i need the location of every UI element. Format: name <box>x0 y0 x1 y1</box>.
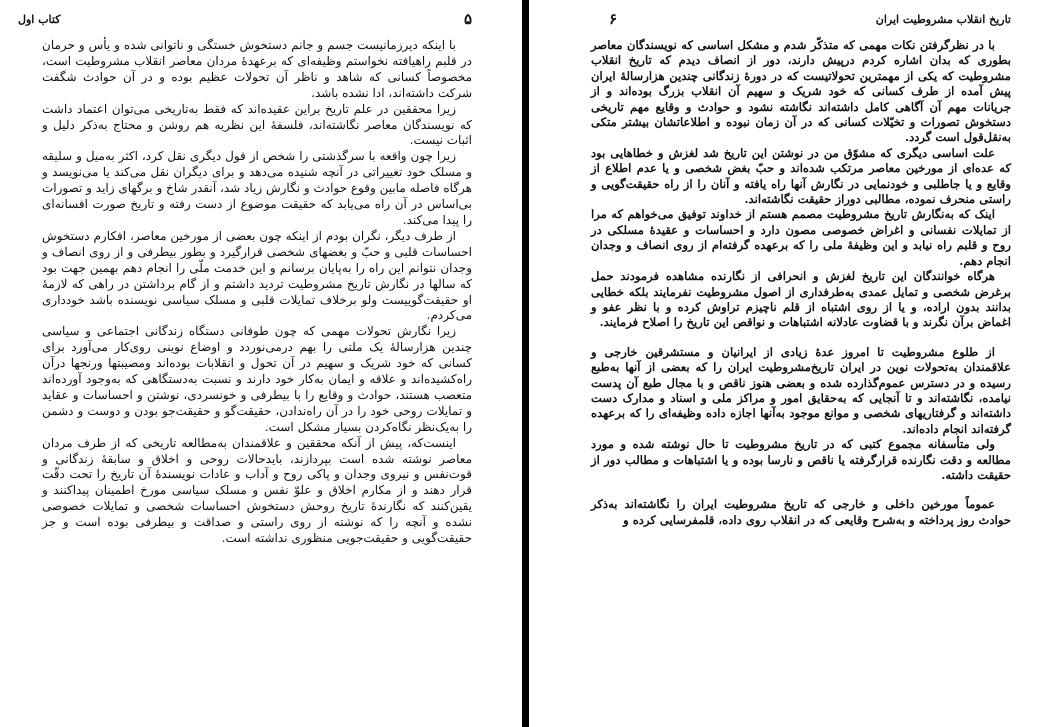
page-header <box>609 10 1011 28</box>
paragraph: با در نظرگرفتن نکات مهمی که متذکّر شدم و مشکل اساسی که نویسندگان معاصر بطوری که بدان اشاره کردم درپیش دارند، دور از انصاف دیدم که تاریخ انقلاب مشروطیت که یکی از مهمترین تحولاتیست که در دورهٔ زندگانی چندین هزارسالهٔ ایران پیش آمده از طرف کسانی که خود شریک و سهیم آن انقلاب بزرگ بوده‌اند و از جریانات مهم آن آگاهی کامل داشته‌اند نگاشته نشود و حوادث و وقایع مهم تاریخی دستخوش تصورات و تخیّلات کسانی که در آن زمان نبوده و اطلاعاتشان بیشتر متکی به‌نقل‌قول است گردد. <box>591 38 1011 145</box>
paragraph: علت اساسی دیگری که مشوّق من در نوشتن این تاریخ شد لغزش و خطاهایی بود که عده‌ای از مورخین معاصر مرتکب شده‌اند و حبّ‌ بغض شخصی و یا عدم اطلاع از وقایع و یا جاطلبی و خودنمایی در نگارش آنها راه یافته و آنان را از راه حقیقت‌گویی و راستی منحرف نموده، مطالبی دوراز حقیقت نگاشته‌اند. <box>591 145 1011 207</box>
paragraph: با اینکه دیرزمانیست جسم و جانم دستخوش خستگی و ناتوانی شده و یأس و حرمان در قلبم راهیافته نخواستم وظیفه‌ای که برعهدهٔ مردان معاصر انقلاب مشروطیت است، مخصوصاً کسانی که شاهد و ناظر آن تحولات عظیم بوده و در آن حوادث شگفت شرکت داشته‌اند، ادا نشده باشد. <box>42 38 472 100</box>
page-number: ۶ <box>609 10 618 28</box>
right-page <box>529 0 1051 727</box>
page-number: ۵ <box>463 10 472 28</box>
section-gap <box>591 483 1011 497</box>
paragraph: از طلوع مشروطیت تا امروز عدهٔ زیادی از ایرانیان و مستشرقین خارجی و علاقمندان به‌تحولات نوین در ایران تاریخ‌مشروطیت ایران را که بعضی از آنها به‌طبع رسیده و در دسترس عموم‌گذارده شده و بعضی هنوز ناقص و با مجال طبع آن پدست نیامده، نگاشته‌اند و تا آنجایی که به‌حقایق امور و مراکز ملی و اسناد و مدارک دست داشته‌اند و گرفتاریهای شخصی و موانع موجود به‌آنها اجازه داده وظیفه‌ای را که برعهده گرفته‌اند انجام داده‌اند. <box>591 344 1011 436</box>
paragraph: اینست‌که، پیش از آنکه محققین و علاقمندان به‌مطالعه تاریخی که از طرف مردان معاصر نوشته شده است بپردازند، بایدحالات روحی و اخلاق و سابقهٔ زندگانی و قوت‌نفس و نیروی وجدان و پاکی روح و آداب و عادات نویسندهٔ آن تاریخ را تحت دقّت قرار دهند و از مکارم اخلاق و علوّ نفس و مسلک سیاسی مورخ اطمینان پیدا‌کنند و یقین‌کنند که نگارندهٔ تاریخ روحش دستخوش احساسات شخصی و تمایلات خصوصی نشده و آنچه را که نوشته از روی راستی و صداقت و بیطرفی بوده است و جز حقیقت‌گویی و حقیقت‌جویی منظوری نداشته است. <box>42 435 472 546</box>
paragraph: عموماً مورخین داخلی و خارجی که تاریخ مشروطیت ایران را نگاشته‌اند به‌ذکر حوادث روز پرداخته و به‌شرح وقایعی که در انقلاب روی داده، قلمفرسایی کرده و <box>591 497 1011 527</box>
page-body <box>591 38 1011 727</box>
paragraph: زیرا چون واقعه با سرگذشتی را شخص از قول دیگری نقل کرد، اکثر به‌میل و سلیقه و مسلک خود تغییراتی در آنچه شنیده می‌دهد و برای دیگران نقل می‌کند یا می‌نویسد و هرگاه فاصله مابین وقوع حوادث و نگارش زیاد شد، آنقدر شاخ و برگهای زاید و تصورات بی‌اساس در آن راه می‌یابد که حقیقت موضوع از دست رفته و تاریخ صورت افسانه‌ای را پیدا می‌کند. <box>42 149 472 227</box>
book-gutter <box>522 0 529 727</box>
page-header <box>18 10 472 28</box>
section-gap <box>591 331 1011 345</box>
paragraph: زیرا محققین در علم تاریخ براین عقیده‌اند که فقط به‌تاریخی می‌توان اعتماد داشت که نویسندگان معاصر نگاشته‌اند، فلسفهٔ این نظریه هم روشن و محتاج به‌ذکر دلیل و اثبات نیست. <box>42 101 472 148</box>
running-title: کتاب اول <box>18 12 61 26</box>
paragraph: هرگاه خوانندگان این تاریخ لغزش و انحرافی از نگارنده مشاهده فرمودند حمل برغرض شخصی و تمایل عمدی به‌طرفداری از اصول مشروطیت نفرمایند بلکه خطایی بدانند بدون اراده، و یا از روی اشتباه از قلم ناچیزم تراوش کرده و با نظر عفو و اغماض برآن نگرند و با قضاوت عادلانه اشتباهات و نواقص این تاریخ را اصلاح فرمایند. <box>591 269 1011 330</box>
paragraph: ولی متأسفانه مجموع کتبی که در تاریخ مشروطیت تا حال نوشته شده و مورد مطالعه و دقت نگارنده قرارگرفته یا ناقص و نارسا بوده و یا اشتباهات و مطالب دور از حقیقت داشته. <box>591 437 1011 482</box>
left-page <box>0 0 522 727</box>
page-body <box>42 38 472 727</box>
paragraph: از طرف دیگر، نگران بودم از اینکه چون بعضی از مورخین معاصر، افکارم دستخوش احساسات قلبی و حبّ و بغضهای شخصی قرارگیرد و بطور بیطرفی و از روی انصاف و وجدان نتوانم این راه را به‌پایان برسانم و این خدمت ملّی را انجام دهم بهمین جهت بود که سالها در نگارش تاریخ مشروطیت تردید داشتم و از گام برداشتن در راهی که لازمهٔ او حقیقت‌گوییست ولو برخلاف تمایلات قلبی و مسلک سیاسی نویسنده باشد خودداری می‌کردم. <box>42 228 472 323</box>
paragraph: زیرا نگارش تحولات مهمی که چون طوفانی دستگاه زندگانی اجتماعی و سیاسی چندین هزارسالهٔ یک ملتی را بهم درمی‌نوردد و اوضاع نوینی روی‌کار می‌آورد برای کسانی که خود شریک و سهیم در آن تحول و انقلابات بوده‌اند ومصیبتها ورنجها درآن راه‌کشیده‌اند و علاقه و ایمان به‌کار خود دارند و نسبت به‌دستگاهی که به‌وجود آورده‌اند متعصب هستند، حوادث و وقایع را با بیطرفی و خونسردی، نوشتن و احساسات و عقاید و تمایلات روحی خود را در آن راه‌ندادن، حقیقت‌گو و حقیقت‌جو بودن و دوست و دشمن را به‌یک‌نظر نگاه‌کردن بسیار مشکل است. <box>42 324 472 434</box>
running-title: تاریخ انقلاب مشروطیت ایران <box>875 12 1011 26</box>
paragraph: اینک که به‌نگارش تاریخ مشروطیت مصمم هستم از خداوند توفیق می‌خواهم که مرا از تمایلات نفسانی و اغراض خصوصی مصون دارد و احساسات و عقیدهٔ مسلکی در روح و قلبم راه نیابد و این وظیفهٔ ملی را که برعهده گرفته‌ام از روی انصاف و وجدان انجام دهم. <box>591 207 1011 268</box>
